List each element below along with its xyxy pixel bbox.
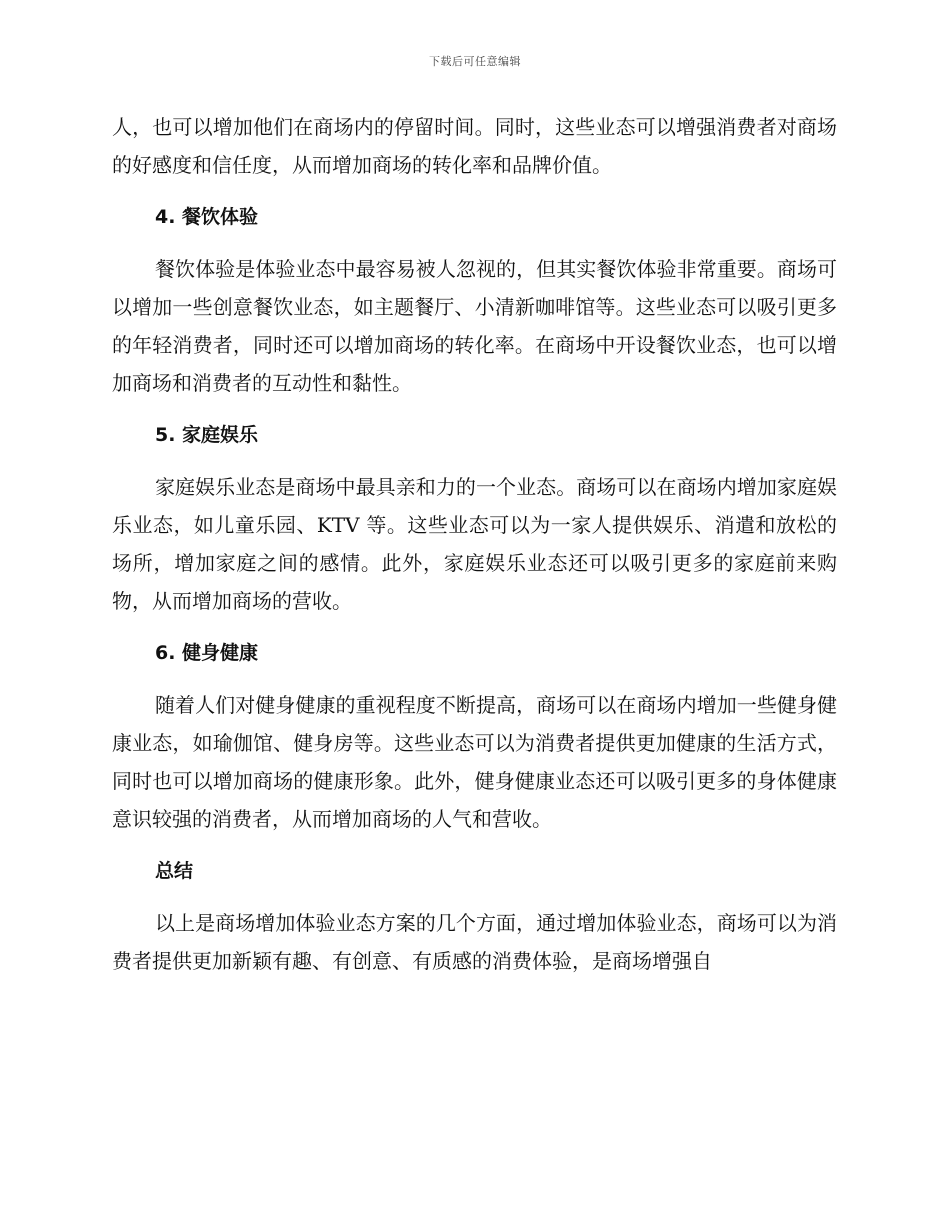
intro-tail-paragraph: 人，也可以增加他们在商场内的停留时间。同时，这些业态可以增强消费者对商场的好感度和信任度，从而增加商场的转化率和品牌价值。 bbox=[112, 115, 837, 177]
dining-heading: 4. 餐饮体验 bbox=[155, 206, 259, 228]
fitness-heading: 6. 健身健康 bbox=[155, 642, 259, 664]
document-body bbox=[112, 108, 837, 980]
dining-paragraph: 餐饮体验是体验业态中最容易被人忽视的，但其实餐饮体验非常重要。商场可以增加一些创意餐饮业态，如主题餐厅、小清新咖啡馆等。这些业态可以吸引更多的年轻消费者，同时还可以增加商场的转化率。在商场中开设餐饮业态，也可以增加商场和消费者的互动性和黏性。 bbox=[112, 257, 837, 395]
page-header-note: 下载后可任意编辑 bbox=[429, 55, 521, 68]
family-paragraph: 家庭娱乐业态是商场中最具亲和力的一个业态。商场可以在商场内增加家庭娱乐业态，如儿童乐园、KTV 等。这些业态可以为一家人提供娱乐、消遣和放松的场所，增加家庭之间的感情。此外，家庭娱乐业态还可以吸引更多的家庭前来购物，从而增加商场的营收。 bbox=[112, 475, 837, 613]
fitness-paragraph: 随着人们对健身健康的重视程度不断提高，商场可以在商场内增加一些健身健康业态，如瑜伽馆、健身房等。这些业态可以为消费者提供更加健康的生活方式，同时也可以增加商场的健康形象。此外，健身健康业态还可以吸引更多的身体健康意识较强的消费者，从而增加商场的人气和营收。 bbox=[112, 693, 837, 831]
family-heading: 5. 家庭娱乐 bbox=[155, 424, 259, 446]
summary-heading: 总结 bbox=[155, 860, 194, 882]
summary-paragraph: 以上是商场增加体验业态方案的几个方面，通过增加体验业态，商场可以为消费者提供更加新颖有趣、有创意、有质感的消费体验，是商场增强自 bbox=[112, 911, 837, 973]
